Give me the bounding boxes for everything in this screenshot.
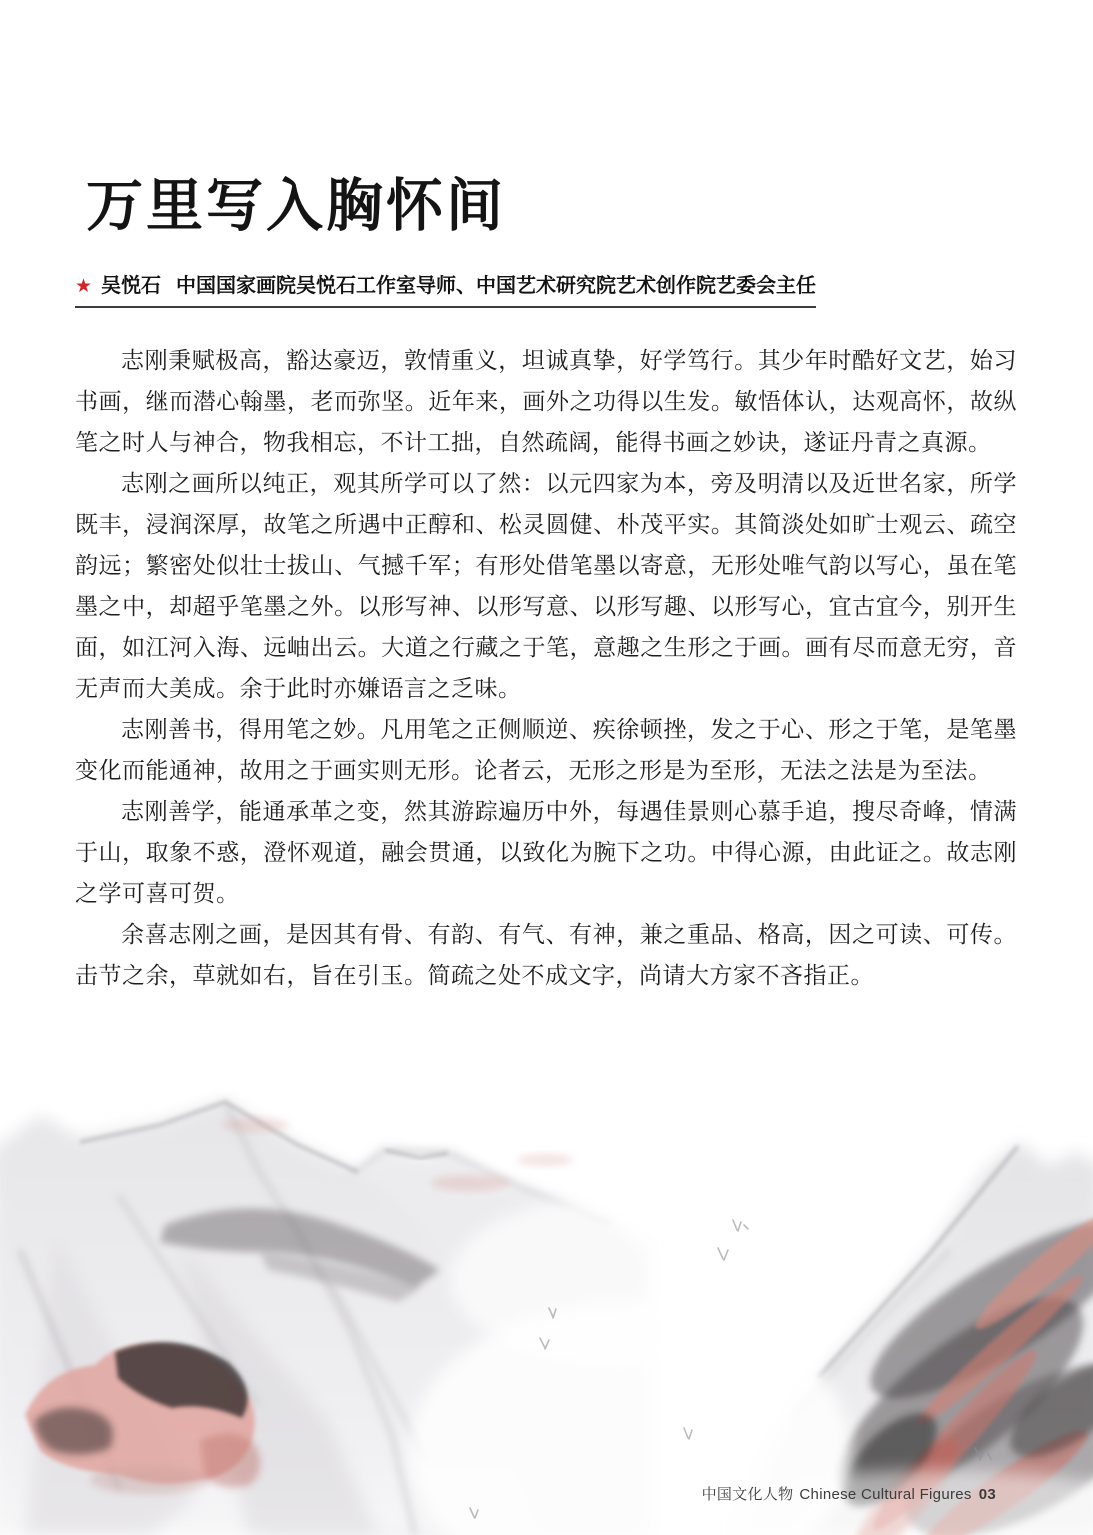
star-icon: ★ [75,276,93,297]
page-title: 万里写入胸怀间 [86,175,506,238]
page-footer [702,1483,996,1504]
paragraph-4: 志刚善学，能通承革之变，然其游踪遍历中外，每遇佳景则心慕手追，搜尽奇峰，情满于山，取象不惑，澄怀观道，融会贯通，以致化为腕下之功。中得心源，由此证之。故志刚之学可喜可贺。 [75,799,1017,906]
author-title: 中国国家画院吴悦石工作室导师、中国艺术研究院艺术创作院艺委会主任 [176,275,817,297]
article-body [75,340,1017,996]
author-name: 吴悦石 [101,275,162,297]
journal-name-en: Chinese Cultural Figures [799,1486,972,1503]
paragraph-3: 志刚善书，得用笔之妙。凡用笔之正侧顺逆、疾徐顿挫，发之于心、形之于笔，是笔墨变化而能通神，故用之于画实则无形。论者云，无形之形是为至形，无法之法是为至法。 [75,717,1017,783]
page-number: 03 [978,1486,996,1503]
paragraph-2: 志刚之画所以纯正，观其所学可以了然：以元四家为本，旁及明清以及近世名家，所学既丰，浸润深厚，故笔之所遇中正醇和、松灵圆健、朴茂平实。其简淡处如旷士观云、疏空韵远；繁密处似壮士拔山、气撼千军；有形处借笔墨以寄意，无形处唯气韵以写心，虽在笔墨之中，却超乎笔墨之外。以形写神、以形写意、以形写趣、以形写心，宜古宜今，别开生面，如江河入海、远岫出云。大道之行藏之于笔，意趣之生形之于画。画有尽而意无穷，音无声而大美成。余于此时亦嫌语言之乏味。 [75,471,1017,701]
journal-name-cn: 中国文化人物 [701,1486,794,1503]
paragraph-5: 余喜志刚之画，是因其有骨、有韵、有气、有神，兼之重品、格高，因之可读、可传。击节之余，草就如右，旨在引玉。简疏之处不成文字，尚请大方家不吝指正。 [75,922,1017,988]
paragraph-1: 志刚秉赋极高，豁达豪迈，敦情重义，坦诚真挚，好学笃行。其少年时酷好文艺，始习书画，继而潜心翰墨，老而弥坚。近年来，画外之功得以生发。敏悟体认，达观高怀，故纵笔之时人与神合，物我相忘，不计工拙，自然疏阔，能得书画之妙诀，遂证丹青之真源。 [75,348,1017,455]
ink-wash-mountain-painting [0,1020,1093,1535]
byline [75,269,816,308]
